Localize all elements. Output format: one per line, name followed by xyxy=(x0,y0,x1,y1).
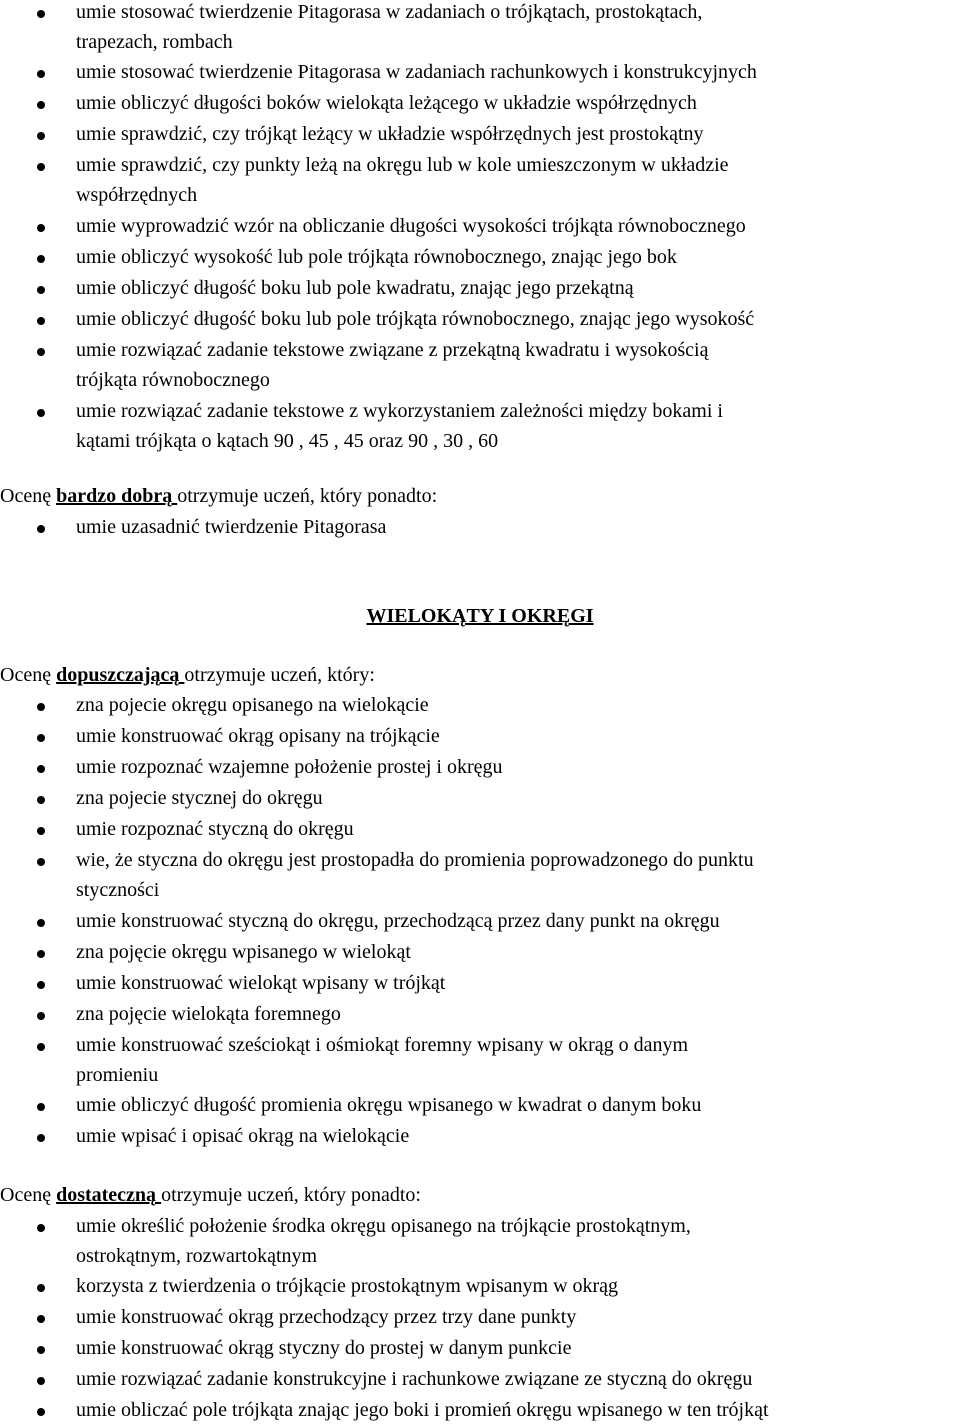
bullet-icon xyxy=(37,703,45,711)
skill-item-line: promieniu xyxy=(76,1064,159,1086)
bullet-icon xyxy=(37,827,45,835)
grade-heading-prefix: Ocenę xyxy=(0,1184,57,1206)
skill-item-line: ostrokątnym, rozwartokątnym xyxy=(76,1245,318,1267)
skill-item-line: umie wpisać i opisać okrąg na wielokącie xyxy=(76,1125,410,1147)
skill-item-line: umie sprawdzić, czy trójkąt leżący w układzie współrzędnych jest prostokątny xyxy=(76,123,704,145)
grade-name: bardzo dobrą xyxy=(56,485,178,507)
skill-item-line: umie rozpoznać styczną do okręgu xyxy=(76,818,354,840)
skill-item-line: zna pojecie okręgu opisanego na wielokącie xyxy=(76,694,429,716)
bullet-icon xyxy=(37,101,45,109)
skill-item-line: umie obliczyć długości boków wielokąta leżącego w układzie współrzędnych xyxy=(76,92,697,114)
grade-name: dostateczną xyxy=(56,1184,162,1206)
bullet-icon xyxy=(37,132,45,140)
skill-item-line: umie obliczyć długość boku lub pole trójkąta równobocznego, znając jego wysokość xyxy=(76,308,755,330)
skill-item-line: umie uzasadnić twierdzenie Pitagorasa xyxy=(76,516,387,538)
bullet-icon xyxy=(37,286,45,294)
bullet-icon xyxy=(37,1377,45,1385)
skill-item-line: umie konstruować sześciokąt i ośmiokąt foremny wpisany w okrąg o danym xyxy=(76,1034,689,1056)
bullet-icon xyxy=(37,255,45,263)
skill-item-line: umie obliczyć wysokość lub pole trójkąta równobocznego, znając jego bok xyxy=(76,246,677,268)
bullet-icon xyxy=(37,1103,45,1111)
skill-item-line: korzysta z twierdzenia o trójkącie prostokątnym wpisanym w okrąg xyxy=(76,1275,619,1297)
bullet-icon xyxy=(37,317,45,325)
skill-item-line: trapezach, rombach xyxy=(76,31,233,53)
bullet-icon xyxy=(37,409,45,417)
skill-item-line: umie konstruować okrąg opisany na trójkącie xyxy=(76,725,440,747)
bullet-icon xyxy=(37,950,45,958)
skill-item-line: zna pojęcie wielokąta foremnego xyxy=(76,1003,341,1025)
grade-heading-suffix: otrzymuje uczeń, który ponadto: xyxy=(177,485,438,507)
bullet-icon xyxy=(37,1408,45,1416)
bullet-icon xyxy=(37,796,45,804)
bullet-icon xyxy=(37,10,45,18)
bullet-icon xyxy=(37,70,45,78)
skill-item-line: umie konstruować okrąg styczny do prostej w danym punkcie xyxy=(76,1337,572,1359)
bullet-icon xyxy=(37,981,45,989)
bullet-icon xyxy=(37,734,45,742)
skill-item-line: umie sprawdzić, czy punkty leżą na okręgu lub w kole umieszczonym w układzie xyxy=(76,154,729,176)
bullet-icon xyxy=(37,348,45,356)
skill-item-line: wie, że styczna do okręgu jest prostopadła do promienia poprowadzonego do punktu xyxy=(76,849,754,871)
bullet-icon xyxy=(37,919,45,927)
grade-heading-suffix: otrzymuje uczeń, który: xyxy=(184,664,375,686)
skill-item-line: współrzędnych xyxy=(76,184,198,206)
bullet-icon xyxy=(37,1043,45,1051)
skill-item-line: umie obliczyć długość boku lub pole kwadratu, znając jego przekątną xyxy=(76,277,634,299)
skill-item-line: umie rozwiązać zadanie tekstowe z wykorzystaniem zależności między bokami i xyxy=(76,400,723,422)
skill-item-line: umie konstruować wielokąt wpisany w trójkąt xyxy=(76,972,446,994)
skill-item-line: styczności xyxy=(76,879,160,901)
grade-name: dopuszczającą xyxy=(56,664,185,686)
bullet-icon xyxy=(37,1284,45,1292)
skill-item-line: umie stosować twierdzenie Pitagorasa w zadaniach o trójkątach, prostokątach, xyxy=(76,1,703,23)
bullet-icon xyxy=(37,1224,45,1232)
skill-item-line: trójkąta równobocznego xyxy=(76,369,270,391)
grade-heading xyxy=(0,1183,421,1207)
section-title: WIELOKĄTY I OKRĘGI xyxy=(366,605,594,627)
bullet-icon xyxy=(37,1346,45,1354)
bullet-icon xyxy=(37,525,45,533)
bullet-icon xyxy=(37,1134,45,1142)
grade-heading-suffix: otrzymuje uczeń, który ponadto: xyxy=(161,1184,421,1206)
skill-item-line: umie stosować twierdzenie Pitagorasa w zadaniach rachunkowych i konstrukcyjnych xyxy=(76,61,757,83)
skill-item-line: umie konstruować styczną do okręgu, przechodzącą przez dany punkt na okręgu xyxy=(76,910,720,932)
skill-item-line: zna pojecie stycznej do okręgu xyxy=(76,787,323,809)
grade-heading-prefix: Ocenę xyxy=(0,485,57,507)
bullet-icon xyxy=(37,163,45,171)
bullet-icon xyxy=(37,765,45,773)
skill-item-line: umie konstruować okrąg przechodzący przez trzy dane punkty xyxy=(76,1306,577,1328)
bullet-icon xyxy=(37,224,45,232)
skill-item-line: umie obliczać pole trójkąta znając jego boki i promień okręgu wpisanego w ten trójkąt xyxy=(76,1399,769,1421)
skill-item-line: umie wyprowadzić wzór na obliczanie długości wysokości trójkąta równobocznego xyxy=(76,215,746,237)
bullet-icon xyxy=(37,858,45,866)
bullet-icon xyxy=(37,1315,45,1323)
skill-item-line: umie rozpoznać wzajemne położenie prostej i okręgu xyxy=(76,756,503,778)
skill-item-line: umie obliczyć długość promienia okręgu wpisanego w kwadrat o danym boku xyxy=(76,1094,702,1116)
bullet-icon xyxy=(37,1012,45,1020)
grade-heading xyxy=(0,663,375,687)
grade-heading-prefix: Ocenę xyxy=(0,664,57,686)
skill-item-line: umie rozwiązać zadanie tekstowe związane z przekątną kwadratu i wysokością xyxy=(76,339,709,361)
skill-item-line: umie określić położenie środka okręgu opisanego na trójkącie prostokątnym, xyxy=(76,1215,691,1237)
skill-item-line: zna pojęcie okręgu wpisanego w wielokąt xyxy=(76,941,411,963)
grade-heading xyxy=(0,484,437,508)
skill-item-line: kątami trójkąta o kątach 90 , 45 , 45 oraz 90 , 30 , 60 xyxy=(76,430,499,452)
skill-item-line: umie rozwiązać zadanie konstrukcyjne i rachunkowe związane ze styczną do okręgu xyxy=(76,1368,753,1390)
